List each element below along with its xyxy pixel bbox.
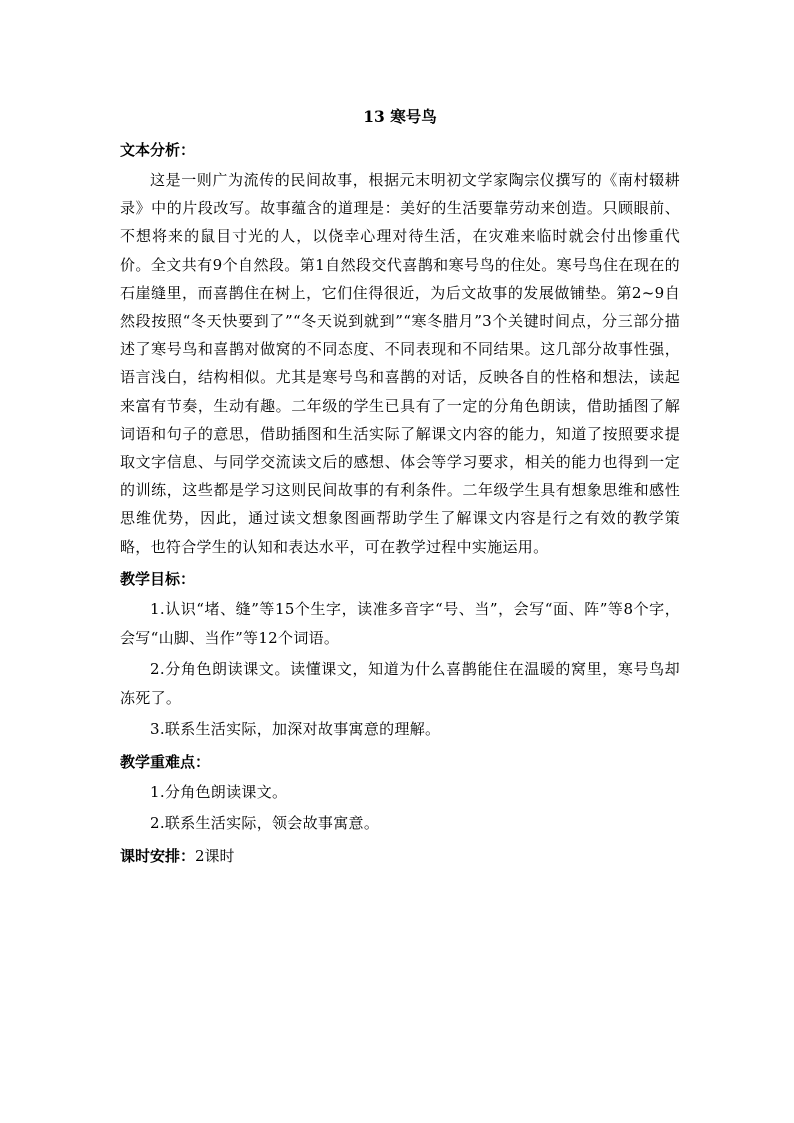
schedule-value: 2课时 [195,846,235,865]
key-point-item-2: 2.联系生活实际，领会故事寓意。 [150,813,380,832]
text-analysis-heading: 文本分析： [120,141,196,159]
key-points-heading: 教学重难点： [120,752,211,771]
goal-item-3: 3.联系生活实际，加深对故事寓意的理解。 [150,719,441,738]
text-analysis-paragraph: 这是一则广为流传的民间故事，根据元末明初文学家陶宗仪撰写的《南村辍耕录》中的片段改写。故事蕴含的道理是：美好的生活要靠劳动来创造。只顾眼前、不想将来的鼠目寸光的人，以侥幸心理对待生活，在灾难来临时就会付出惨重代价。全文共有9个自然段。第1自然段交代喜鹊和寒号鸟的住处。寒号鸟住在现在的石崖缝里，而喜鹊住在树上，它们住得很近，为后文故事的发展做铺垫。第2~9自然段按照“冬天快要到了”“冬天说到就到”“寒冬腊月”3个关键时间点，分三部分描述了寒号鸟和喜鹊对做窝的不同态度、不同表现和不同结果。这几部分故事性强，语言浅白，结构相似。尤其是寒号鸟和喜鹊的对话，反映各自的性格和想法，读起来富有节奏，生动有趣。二年级的学生已具有了一定的分角色朗读，借助插图了解词语和句子的意思，借助插图和生活实际了解课文内容的能力，知道了按照要求提取文字信息、与同学交流读文后的感想、体会等学习要求，相关的能力也得到一定的训练，这些都是学习这则民间故事的有利条件。二年级学生具有想象思维和感性思维优势，因此，通过读文想象图画帮助学生了解课文内容是行之有效的教学策略，也符合学生的认知和表达水平，可在教学过程中实施运用。 [120,171,680,556]
schedule-line [120,842,680,870]
key-point-item-1: 1.分角色朗读课文。 [150,782,288,801]
schedule-heading: 课时安排： [120,846,196,865]
document-content [120,104,680,870]
goal-item-1: 1.认识“堵、缝”等15个生字，读准多音字“号、当”，会写“面、阵”等8个字，会写“山脚、当作”等12个词语。 [120,599,680,647]
goal-item-2: 2.分角色朗读课文。读懂课文，知道为什么喜鹊能住在温暖的窝里，寒号鸟却冻死了。 [120,659,680,707]
teaching-goals-heading: 教学目标： [120,569,196,588]
lesson-title: 13 寒号鸟 [363,107,437,126]
